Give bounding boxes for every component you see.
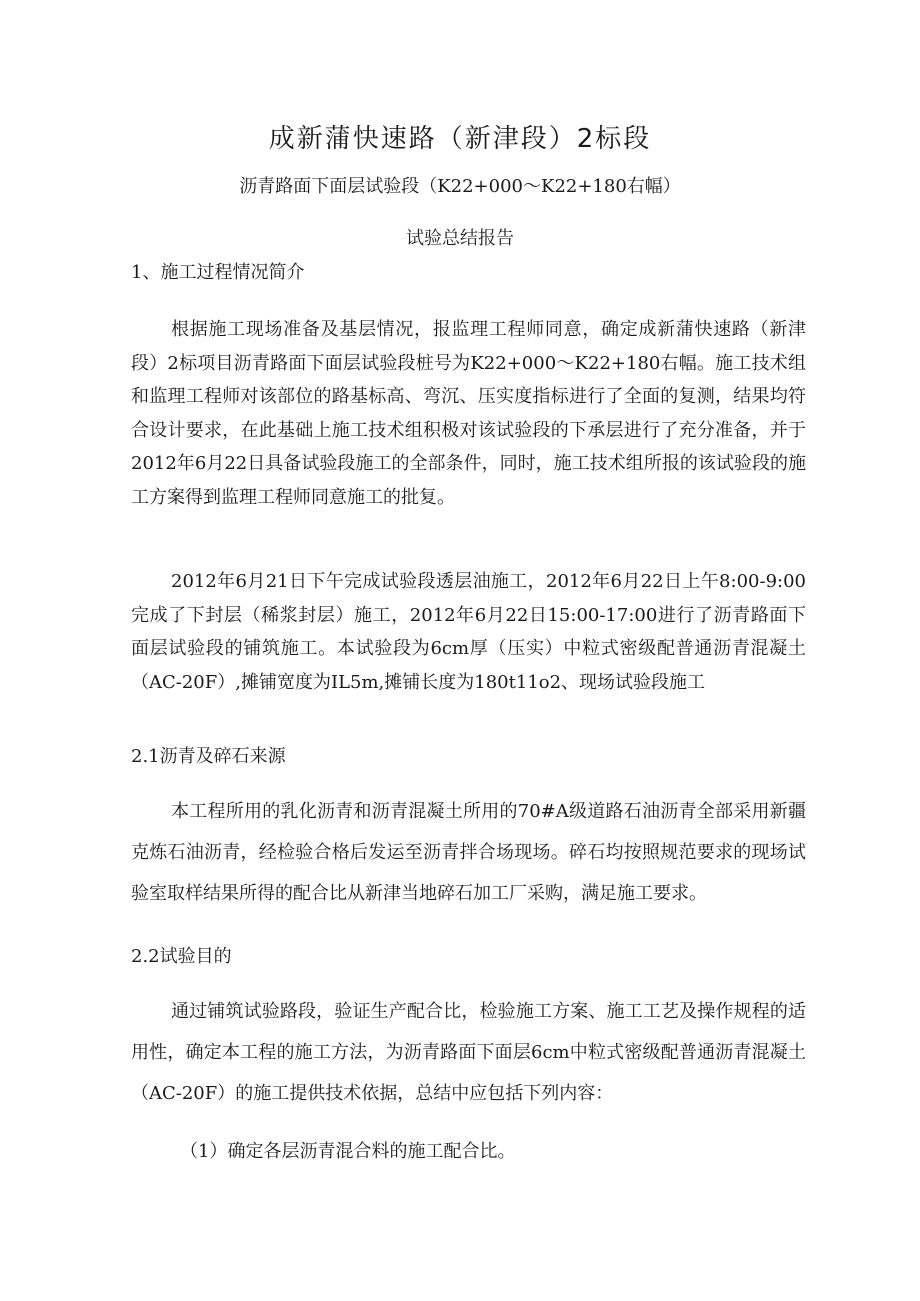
section-2-2-heading: 2.2试验目的: [131, 946, 232, 967]
section-2-1-heading: 2.1沥青及碎石来源: [131, 746, 286, 767]
section-1-paragraph-2: 2012年6月21日下午完成试验段透层油施工，2012年6月22日上午8:00-9:00完成了下封层（稀浆封层）施工，2012年6月22日15:00-17:00进行了沥青路面下面层试验段的铺筑施工。本试验段为6cm厚（压实）中粒式密级配普通沥青混凝土（AC-20F）,摊铺宽度为IL5m,摊铺长度为180t11o2、现场试验段施工: [131, 571, 806, 693]
document-subtitle: 沥青路面下面层试验段（K22+000～K22+180右幅）: [239, 176, 681, 197]
section-2-1-paragraph: 本工程所用的乳化沥青和沥青混凝土所用的70#A级道路石油沥青全部采用新疆克炼石油沥青，经检验合格后发运至沥青拌合场现场。碎石均按照规范要求的现场试验室取样结果所得的配合比从新津当地碎石加工厂采购，满足施工要求。: [131, 801, 806, 904]
section-2-2-paragraph: 通过铺筑试验路段，验证生产配合比，检验施工方案、施工工艺及操作规程的适用性，确定本工程的施工方法，为沥青路面下面层6cm中粒式密级配普通沥青混凝土（AC-20F）的施工提供技术依据，总结中应包括下列内容：: [131, 1001, 806, 1104]
section-1-paragraph-1: 根据施工现场准备及基层情况，报监理工程师同意，确定成新蒲快速路（新津段）2标项目沥青路面下面层试验段桩号为K22+000～K22+180右幅。施工技术组和监理工程师对该部位的路基标高、弯沉、压实度指标进行了全面的复测，结果均符合设计要求，在此基础上施工技术组积极对该试验段的下承层进行了充分准备，并于2012年6月22日具备试验段施工的全部条件，同时，施工技术组所报的该试验段的施工方案得到监理工程师同意施工的批复。: [131, 319, 806, 508]
section-2-2-item-1: （1）确定各层沥青混合料的施工配合比。: [180, 1141, 516, 1162]
document-title: 成新蒲快速路（新津段）2标段: [268, 124, 652, 154]
report-title: 试验总结报告: [406, 228, 514, 249]
section-1-heading: 1、施工过程情况简介: [131, 262, 305, 283]
